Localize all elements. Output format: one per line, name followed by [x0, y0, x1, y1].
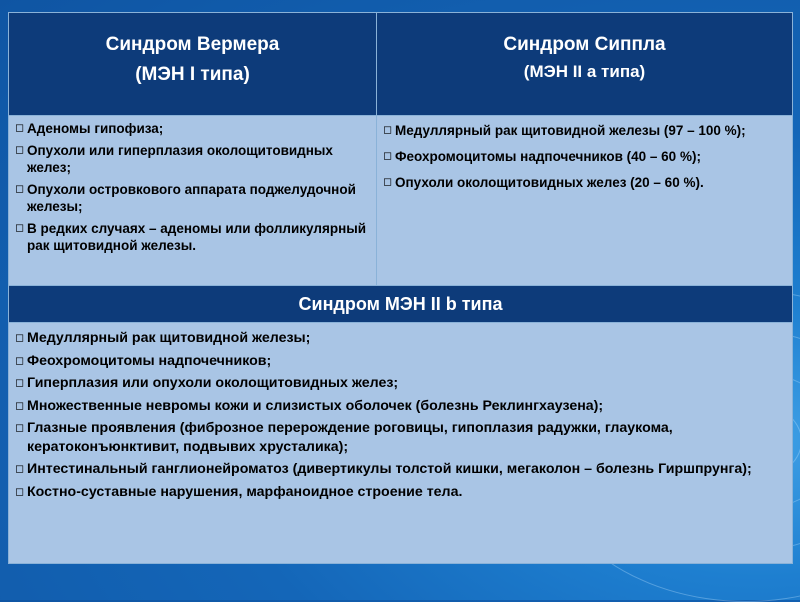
header-wermer-subtitle: (МЭН I типа)	[135, 64, 250, 85]
list-item: ◻ Феохромоцитомы надпочечников (40 – 60 %);	[383, 149, 701, 164]
list-item: ◻ Интестинальный ганглионейроматоз (дивертикулы толстой кишки, мегаколон – болезнь Гиршпрунга);	[15, 461, 752, 477]
hollow-square-bullet-icon: ◻	[15, 332, 25, 344]
header-men2b-title: Синдром МЭН II b типа	[298, 293, 503, 314]
hollow-square-bullet-icon: ◻	[383, 124, 393, 136]
header-sipple-title: Синдром Сиппла	[503, 34, 666, 55]
hollow-square-bullet-icon: ◻	[383, 176, 393, 188]
header-wermer	[9, 13, 377, 116]
list-item: ◻ Опухоли островкового аппарата поджелудочной железы;	[15, 182, 356, 214]
hollow-square-bullet-icon: ◻	[15, 183, 25, 195]
header-wermer-title: Синдром Вермера	[105, 34, 280, 55]
list-item: ◻ Медуллярный рак щитовидной железы (97 – 100 %);	[383, 123, 746, 138]
list-item: ◻ Опухоли или гиперплазия околощитовидных желез;	[15, 143, 333, 175]
list-item: ◻ Глазные проявления (фиброзное перерождение роговицы, гипоплазия радужки, глаукома, кератоконъюнктивит, подвывих хрусталика);	[15, 420, 673, 455]
men2b-list	[9, 323, 792, 507]
wermer-list-cell	[9, 116, 377, 286]
hollow-square-bullet-icon: ◻	[15, 144, 25, 156]
hollow-square-bullet-icon: ◻	[15, 485, 25, 498]
sipple-list-cell	[377, 116, 793, 286]
sipple-list	[377, 116, 792, 198]
list-item: ◻ Множественные невромы кожи и слизистых оболочек (болезнь Реклингхаузена);	[15, 397, 604, 414]
hollow-square-bullet-icon: ◻	[15, 354, 25, 367]
list-item: ◻ Феохромоцитомы надпочечников;	[15, 352, 272, 369]
hollow-square-bullet-icon: ◻	[15, 463, 25, 475]
header-men2b	[9, 286, 793, 323]
wermer-list	[9, 116, 376, 261]
syndromes-table	[8, 12, 793, 564]
header-sipple	[377, 13, 793, 116]
hollow-square-bullet-icon: ◻	[15, 377, 25, 389]
hollow-square-bullet-icon: ◻	[15, 422, 25, 434]
hollow-square-bullet-icon: ◻	[383, 150, 393, 162]
hollow-square-bullet-icon: ◻	[15, 399, 25, 412]
list-item: ◻ В редких случаях – аденомы или фолликулярный рак щитовидной железы.	[15, 221, 367, 253]
hollow-square-bullet-icon: ◻	[15, 122, 25, 134]
hollow-square-bullet-icon: ◻	[15, 222, 25, 234]
men2b-list-cell	[9, 323, 793, 564]
list-item: ◻ Гиперплазия или опухоли околощитовидных желез;	[15, 375, 399, 391]
list-item: ◻ Костно-суставные нарушения, марфаноидное строение тела.	[15, 483, 463, 500]
list-item: ◻ Медуллярный рак щитовидной железы;	[15, 330, 311, 346]
list-item: ◻ Аденомы гипофиза;	[15, 121, 164, 136]
header-sipple-subtitle: (МЭН II а типа)	[523, 62, 646, 81]
list-item: ◻ Опухоли околощитовидных желез (20 – 60 %).	[383, 175, 704, 190]
